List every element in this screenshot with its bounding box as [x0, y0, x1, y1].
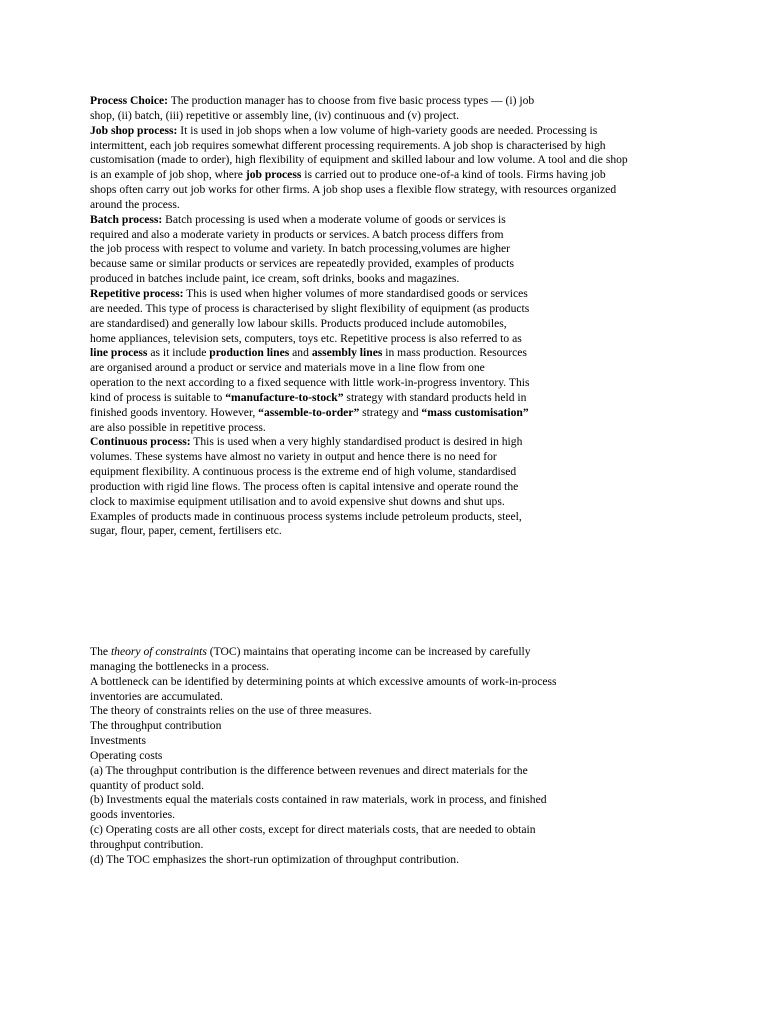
- text-run: This is used when higher volumes of more standardised goods or services: [183, 286, 528, 300]
- bold-term: “mass customisation”: [421, 405, 529, 419]
- theory-of-constraints-section: [90, 645, 557, 868]
- text-line: [90, 139, 628, 154]
- text-run: (b) Investments equal the materials costs contained in raw materials, work in process, and finished: [90, 793, 547, 807]
- text-line: [90, 109, 628, 124]
- text-run: home appliances, television sets, computers, toys etc. Repetitive process is also referred to as: [90, 331, 522, 345]
- text-line: [90, 450, 628, 465]
- text-line: [90, 213, 628, 228]
- text-line: [90, 183, 628, 198]
- text-run: and: [289, 346, 312, 360]
- text-run: Investments: [90, 734, 147, 748]
- text-line: [90, 764, 557, 779]
- text-line: [90, 495, 628, 510]
- bold-term: assembly lines: [311, 346, 383, 360]
- text-line: [90, 465, 628, 480]
- text-line: [90, 823, 557, 838]
- text-run: clock to maximise equipment utilisation and to avoid expensive shut downs and shut ups.: [90, 494, 505, 508]
- text-run: the job process with respect to volume and variety. In batch processing,volumes are higher: [90, 242, 511, 256]
- text-line: [90, 391, 628, 406]
- text-run: are standardised) and generally low labour skills. Products produced include automobiles,: [90, 316, 507, 330]
- text-line: [90, 168, 628, 183]
- text-run: produced in batches include paint, ice cream, soft drinks, books and magazines.: [90, 272, 460, 286]
- text-line: [90, 660, 557, 675]
- text-run: are also possible in repetitive process.: [90, 420, 266, 434]
- text-line: [90, 808, 557, 823]
- text-line: [90, 793, 557, 808]
- text-line: [90, 317, 628, 332]
- text-line: [90, 361, 628, 376]
- text-run: inventories are accumulated.: [90, 689, 223, 703]
- text-line: [90, 124, 628, 139]
- text-run: Operating costs: [90, 748, 163, 762]
- text-line: [90, 257, 628, 272]
- text-line: [90, 332, 628, 347]
- text-line: [90, 242, 628, 257]
- text-line: [90, 853, 557, 868]
- text-run: Examples of products made in continuous process systems include petroleum products, steel,: [90, 509, 522, 523]
- text-line: [90, 376, 628, 391]
- text-line: [90, 94, 628, 109]
- text-line: [90, 704, 557, 719]
- text-run: goods inventories.: [90, 808, 176, 822]
- text-run: (a) The throughput contribution is the difference between revenues and direct materials for the: [90, 763, 528, 777]
- text-line: [90, 346, 628, 361]
- text-run: The throughput contribution: [90, 719, 222, 733]
- text-run: volumes. These systems have almost no variety in output and hence there is no need for: [90, 450, 497, 464]
- bold-term: Continuous process:: [90, 435, 191, 449]
- text-line: [90, 435, 628, 450]
- text-line: [90, 198, 628, 213]
- text-run: managing the bottlenecks in a process.: [90, 659, 270, 673]
- text-run: required and also a moderate variety in products or services. A batch process differs from: [90, 227, 504, 241]
- bold-term: “manufacture-to-stock”: [225, 390, 344, 404]
- text-run: A bottleneck can be identified by determining points at which excessive amounts of work-in-process: [90, 674, 557, 688]
- text-run: intermittent, each job requires somewhat different processing requirements. A job shop is characterised by high: [90, 138, 606, 152]
- italic-term: theory of constraints: [110, 645, 207, 658]
- text-run: customisation (made to order), high flexibility of equipment and skilled labour and low volume. A tool and die shop: [90, 153, 628, 167]
- text-run: are needed. This type of process is characterised by slight flexibility of equipment (as products: [90, 301, 530, 315]
- bold-term: Process Choice:: [90, 94, 169, 107]
- text-line: [90, 228, 628, 243]
- bold-term: production lines: [209, 346, 290, 360]
- text-run: strategy and: [359, 405, 422, 419]
- text-line: [90, 675, 557, 690]
- text-run: Batch processing is used when a moderate volume of goods or services is: [162, 212, 506, 226]
- text-line: [90, 510, 628, 525]
- text-run: equipment flexibility. A continuous process is the extreme end of high volume, standardised: [90, 465, 517, 479]
- text-line: [90, 421, 628, 436]
- text-run: quantity of product sold.: [90, 778, 204, 792]
- text-run: because same or similar products or services are repeatedly provided, examples of products: [90, 257, 514, 271]
- text-line: [90, 734, 557, 749]
- text-run: strategy with standard products held in: [343, 390, 527, 404]
- text-line: [90, 779, 557, 794]
- text-line: [90, 749, 557, 764]
- text-line: [90, 838, 557, 853]
- bold-term: Batch process:: [90, 212, 163, 226]
- text-line: [90, 719, 557, 734]
- text-run: This is used when a very highly standardised product is desired in high: [190, 435, 523, 449]
- text-run: are organised around a product or service and materials move in a line flow from one: [90, 361, 485, 375]
- text-line: [90, 524, 628, 539]
- text-run: The theory of constraints relies on the use of three measures.: [90, 704, 372, 718]
- text-run: operation to the next according to a fixed sequence with little work-in-progress inventory. This: [90, 376, 530, 390]
- bold-term: line process: [90, 346, 148, 360]
- bold-term: “assemble-to-order”: [258, 405, 360, 419]
- text-line: [90, 287, 628, 302]
- text-line: [90, 302, 628, 317]
- bold-term: Repetitive process:: [90, 286, 184, 300]
- text-run: shop, (ii) batch, (iii) repetitive or assembly line, (iv) continuous and (v) project.: [90, 108, 459, 122]
- process-choice-section: [90, 94, 628, 539]
- text-run: in mass production. Resources: [382, 346, 527, 360]
- text-run: The: [90, 645, 111, 658]
- text-run: finished goods inventory. However,: [90, 405, 259, 419]
- text-run: as it include: [147, 346, 210, 360]
- text-run: throughput contribution.: [90, 837, 204, 851]
- text-run: sugar, flour, paper, cement, fertilisers etc.: [90, 524, 282, 538]
- text-line: [90, 480, 628, 495]
- text-run: kind of process is suitable to: [90, 390, 226, 404]
- bold-term: Job shop process:: [90, 123, 178, 137]
- text-line: [90, 645, 557, 660]
- text-line: [90, 153, 628, 168]
- text-run: shops often carry out job works for other firms. A job shop uses a flexible flow strategy, with resources organized: [90, 183, 617, 197]
- text-run: (c) Operating costs are all other costs, except for direct materials costs, that are needed to obtain: [90, 823, 536, 837]
- bold-term: job process: [245, 168, 302, 182]
- text-run: production with rigid line flows. The process often is capital intensive and operate round the: [90, 479, 519, 493]
- text-run: is carried out to produce one-of-a kind of tools. Firms having job: [301, 168, 606, 182]
- text-run: (d) The TOC emphasizes the short-run optimization of throughput contribution.: [90, 852, 460, 866]
- text-run: is an example of job shop, where: [90, 168, 246, 182]
- text-run: (TOC) maintains that operating income can be increased by carefully: [206, 645, 531, 658]
- text-run: around the process.: [90, 197, 180, 211]
- text-run: It is used in job shops when a low volume of high-variety goods are needed. Processing is: [177, 123, 598, 137]
- text-line: [90, 690, 557, 705]
- text-line: [90, 272, 628, 287]
- text-run: The production manager has to choose from five basic process types — (i) job: [168, 94, 535, 107]
- text-line: [90, 406, 628, 421]
